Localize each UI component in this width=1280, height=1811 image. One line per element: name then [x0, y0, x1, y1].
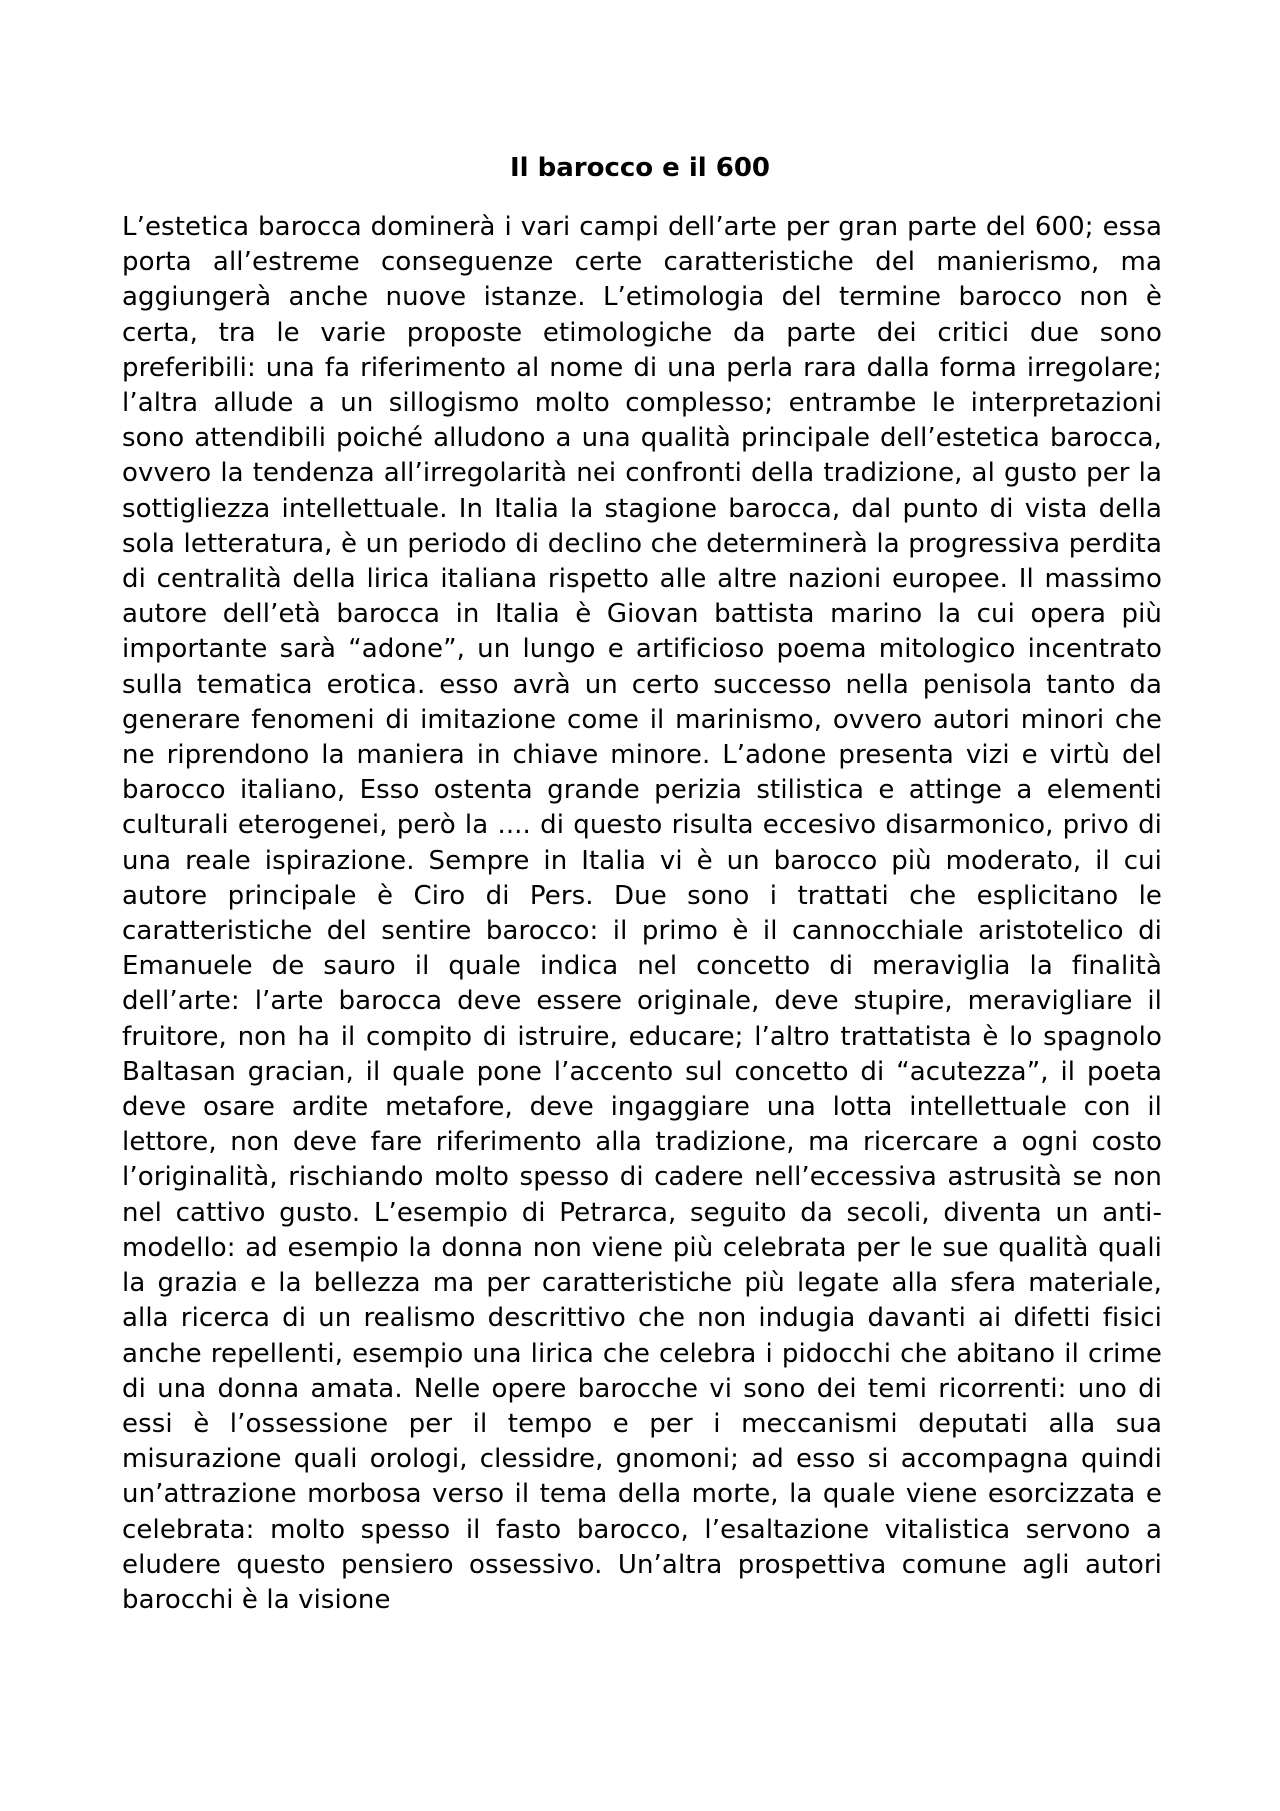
- document-title: Il barocco e il 600: [509, 153, 771, 183]
- document-body-paragraph: L’estetica barocca dominerà i vari campi dell’arte per gran parte del 600; essa porta all’estreme conseguenze certe caratteristiche del manierismo, ma aggiungerà anche nuove istanze. L’etimologia del termine barocco non è certa, tra le varie proposte etimologiche da parte dei critici due sono preferibili: una fa riferimento al nome di una perla rara dalla forma irregolare; l’altra allude a un sillogismo molto complesso; entrambe le interpretazioni sono attendibili poiché alludono a una qualità principale dell’estetica barocca, ovvero la tendenza all’irregolarità nei confronti della tradizione, al gusto per la sottigliezza intellettuale. In Italia la stagione barocca, dal punto di vista della sola letteratura, è un periodo di declino che determinerà la progressiva perdita di centralità della lirica italiana rispetto alle altre nazioni europee. Il massimo autore dell’età barocca in Italia è Giovan battista marino la cui opera più importante sarà “adone”, un lungo e artificioso poema mitologico incentrato sulla tematica erotica. esso avrà un certo successo nella penisola tanto da generare fenomeni di imitazione come il marinismo, ovvero autori minori che ne riprendono la maniera in chiave minore. L’adone presenta vizi e virtù del barocco italiano, Esso ostenta grande perizia stilistica e attinge a elementi culturali eterogenei, però la .... di questo risulta eccesivo disarmonico, privo di una reale ispirazione. Sempre in Italia vi è un barocco più moderato, il cui autore principale è Ciro di Pers. Due sono i trattati che esplicitano le caratteristiche del sentire barocco: il primo è il cannocchiale aristotelico di Emanuele de sauro il quale indica nel concetto di meraviglia la finalità dell’arte: l’arte barocca deve essere originale, deve stupire, meravigliare il fruitore, non ha il compito di istruire, educare; l’altro trattatista è lo spagnolo Baltasan gracian, il quale pone l’accento sul concetto di “acutezza”, il poeta deve osare ardite metafore, deve ingaggiare una lotta intellettuale con il lettore, non deve fare riferimento alla tradizione, ma ricercare a ogni costo l’originalità, rischiando molto spesso di cadere nell’eccessiva astrusità se non nel cattivo gusto. L’esempio di Petrarca, seguito da secoli, diventa un anti-modello: ad esempio la donna non viene più celebrata per le sue qualità quali la grazia e la bellezza ma per caratteristiche più legate alla sfera materiale, alla ricerca di un realismo descrittivo che non indugia davanti ai difetti fisici anche repellenti, esempio una lirica che celebra i pidocchi che abitano il crime di una donna amata. Nelle opere barocche vi sono dei temi ricorrenti: uno di essi è l’ossessione per il tempo e per i meccanismi deputati alla sua misurazione quali orologi, clessidre, gnomoni; ad esso si accompagna quindi un’attrazione morbosa verso il tema della morte, la quale viene esorcizzata e celebrata: molto spesso il fasto barocco, l’esaltazione vitalistica servono a eludere questo pensiero ossessivo. Un’altra prospettiva comune agli autori barocchi è la visione: [122, 212, 1162, 1615]
